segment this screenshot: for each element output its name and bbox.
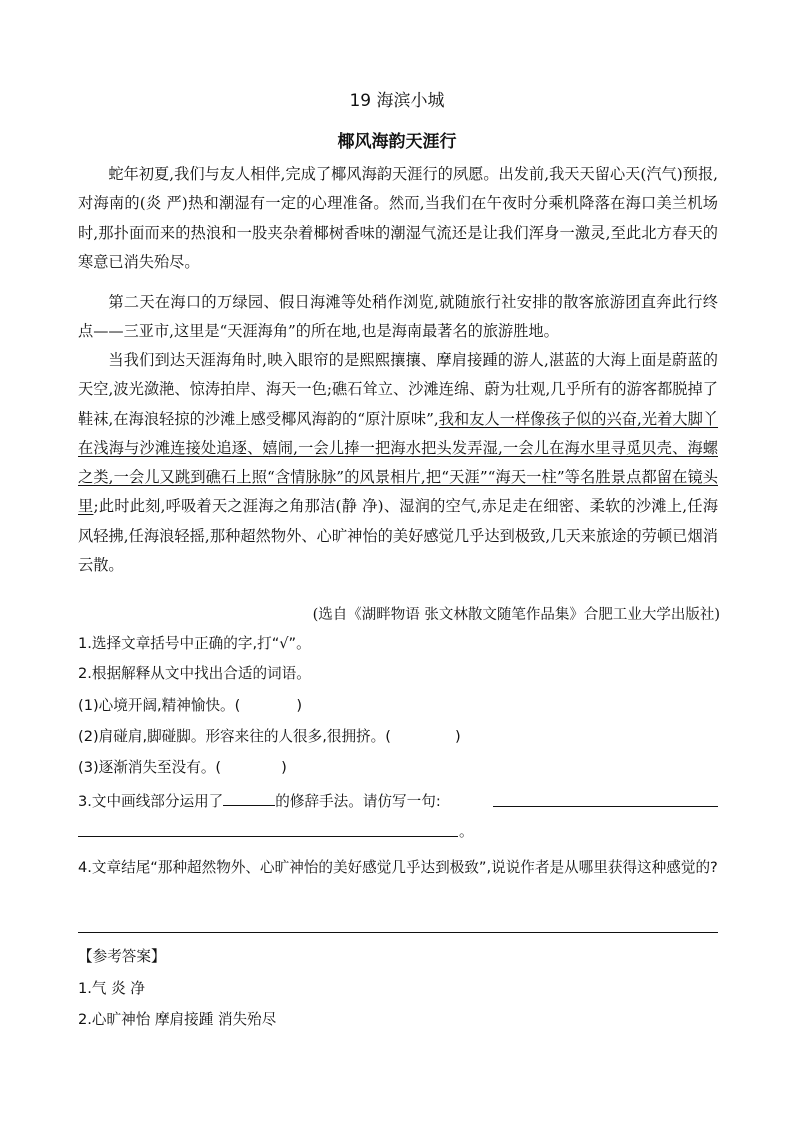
question-2-item-2-text: (2)肩碰肩,脚碰脚。形容来往的人很多,很拥挤。( bbox=[78, 728, 391, 745]
question-3-end: 。 bbox=[459, 823, 474, 840]
question-2-item-3-text: (3)逐渐消失至没有。( bbox=[78, 759, 222, 776]
question-1: 1.选择文章括号中正确的字,打“√”。 bbox=[78, 635, 311, 652]
answer-1: 1.气 炎 净 bbox=[78, 980, 145, 997]
imitation-answer-line-1[interactable] bbox=[493, 806, 718, 807]
question-4-answer-line[interactable] bbox=[78, 932, 718, 933]
article-source: (选自《湖畔物语 张文林散文随笔作品集》合肥工业大学出版社) bbox=[312, 607, 720, 623]
question-2-item-2 bbox=[78, 723, 738, 751]
paren-close: ) bbox=[281, 759, 287, 776]
paren-close: ) bbox=[454, 728, 461, 745]
imitation-answer-line-2[interactable] bbox=[78, 836, 458, 837]
answer-heading: 【参考答案】 bbox=[78, 948, 166, 965]
paragraph-3-text-after: ;此时此刻,呼吸着天之涯海之角那洁(静 净)、湿润的空气,赤足走在细密、柔软的沙滩上,任海风轻拂,任海浪轻摇,那种超然物外、心旷神怡的美好感觉几乎达到极致,几天来旅途的劳顿已烟消云散。 bbox=[78, 497, 719, 575]
answer-2: 2.心旷神怡 摩肩接踵 消失殆尽 bbox=[78, 1011, 277, 1028]
underlined-passage: 我和友人一样像孩子似的兴奋,光着大脚丫在浅海与沙滩连接处追逐、嬉闹,一会儿捧一把海水把头发弄湿,一会儿在海水里寻觅贝壳、海螺之类,一会儿又跳到礁石上照“含情脉脉”的风景相片,把“天涯”“海天一柱”等名胜景点都留在镜头里 bbox=[78, 409, 719, 516]
lesson-title: 19 海滨小城 bbox=[349, 91, 445, 111]
article-paragraph-2: 第二天在海口的万绿园、假日海滩等处稍作浏览,就随旅行社安排的散客旅游团直奔此行终点——三亚市,这里是“天涯海角”的所在地,也是海南最著名的旅游胜地。 bbox=[78, 293, 718, 341]
article-paragraph-1: 蛇年初夏,我们与友人相伴,完成了椰风海韵天涯行的夙愿。出发前,我天天留心天(汽气)预报,对海南的(炎 严)热和潮湿有一定的心理准备。然而,当我们在午夜时分乘机降落在海口美兰机场时,那扑面而来的热浪和一股夹杂着椰树香味的潮湿气流还是让我们浑身一激灵,至此北方春天的寒意已消失殆尽。 bbox=[78, 165, 718, 271]
question-3 bbox=[78, 788, 738, 816]
paren-close: ) bbox=[296, 697, 303, 714]
question-2: 2.根据解释从文中找出合适的词语。 bbox=[78, 665, 311, 682]
article-title: 椰风海韵天涯行 bbox=[337, 132, 457, 152]
article-paragraph-3 bbox=[78, 346, 718, 580]
question-4: 4.文章结尾“那种超然物外、心旷神怡的美好感觉几乎达到极致”,说说作者是从哪里获得这种感觉的? bbox=[78, 859, 718, 876]
rhetoric-blank[interactable] bbox=[223, 788, 275, 806]
question-2-item-3 bbox=[78, 754, 738, 782]
paragraph-3-text-before: 当我们到达天涯海角时,映入眼帘的是熙熙攘攘、摩肩接踵的游人,湛蓝的大海上面是蔚蓝的天空,波光潋滟、惊涛拍岸、海天一色;礁石耸立、沙滩连绵、蔚为壮观,几乎所有的游客都脱掉了鞋袜,在海浪轻掠的沙滩上感受椰风海韵的“原汁原味”, bbox=[78, 351, 718, 428]
question-3-text-b: 的修辞手法。请仿写一句: bbox=[275, 793, 441, 810]
question-3-text-a: 3.文中画线部分运用了 bbox=[78, 793, 224, 810]
question-2-item-1 bbox=[78, 692, 738, 720]
question-2-item-1-text: (1)心境开阔,精神愉快。( bbox=[78, 697, 241, 714]
